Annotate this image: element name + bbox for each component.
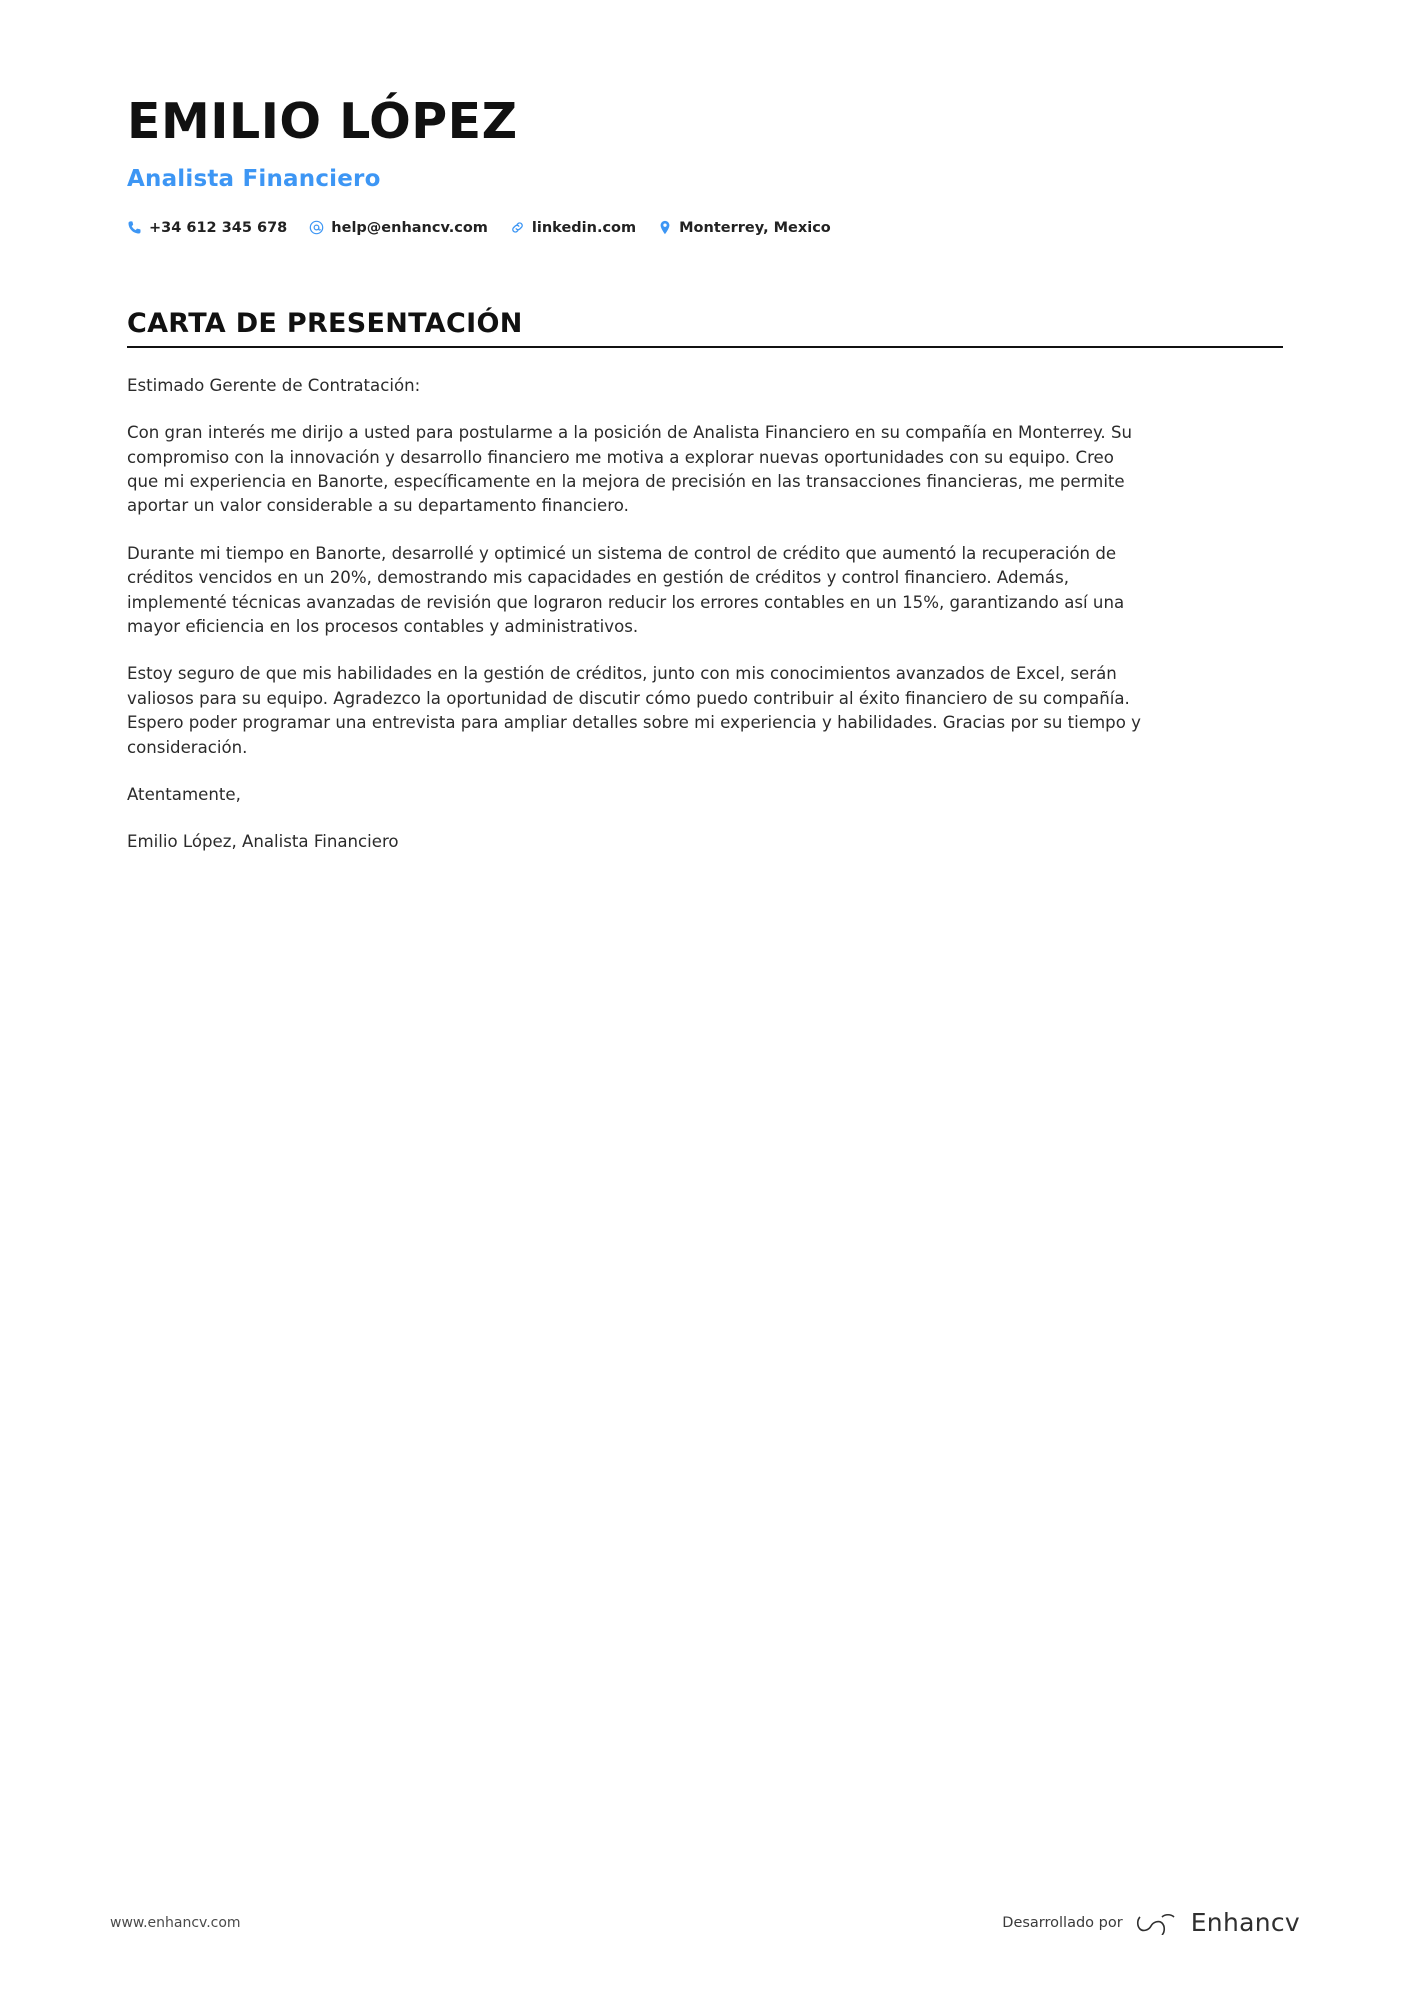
location-pin-icon: [658, 220, 672, 235]
cover-letter-body: [127, 374, 1149, 855]
letter-paragraph-2: Durante mi tiempo en Banorte, desarrollé y optimicé un sistema de control de crédito que aumentó la recuperación de créditos vencidos en un 20%, demostrando mis capacidades en gestión de créditos y control financiero. Además, implementé técnicas avanzadas de revisión que lograron reducir los errores contables en un 15%, garantizando así una mayor eficiencia en los procesos contables y administrativos.: [127, 543, 1125, 637]
letter-paragraph-3: Estoy seguro de que mis habilidades en la gestión de créditos, junto con mis conocimientos avanzados de Excel, serán valiosos para su equipo. Agradezco la oportunidad de discutir cómo puedo contribuir al éxito financiero de su compañía. Espero poder programar una entrevista para ampliar detalles sobre mi experiencia y habilidades. Gracias por su tiempo y consideración.: [127, 664, 1141, 757]
candidate-job-title: Analista Financiero: [127, 165, 381, 192]
contact-email-text: help@enhancv.com: [331, 219, 488, 236]
phone-icon: [127, 220, 142, 235]
document-footer: [0, 1908, 1410, 1937]
footer-powered-by-label: Desarrollado por: [1002, 1914, 1123, 1931]
contact-linkedin[interactable]: [510, 220, 636, 236]
enhancv-logo-icon: [1136, 1911, 1178, 1935]
footer-brand: [1002, 1908, 1300, 1937]
footer-brand-name: Enhancv: [1190, 1908, 1300, 1937]
footer-website-url[interactable]: www.enhancv.com: [110, 1914, 241, 1931]
contact-phone[interactable]: [127, 220, 287, 236]
email-icon: [309, 220, 324, 235]
section-heading-cover-letter: CARTA DE PRESENTACIÓN: [127, 307, 523, 339]
candidate-name: EMILIO LÓPEZ: [127, 93, 518, 150]
letter-salutation: Estimado Gerente de Contratación:: [127, 375, 421, 395]
contact-location: [658, 220, 831, 236]
contact-location-text: Monterrey, Mexico: [679, 219, 831, 236]
contact-email[interactable]: [309, 220, 488, 236]
section-divider: [127, 346, 1283, 348]
contact-phone-text: +34 612 345 678: [149, 219, 288, 236]
contact-row: [127, 220, 1283, 236]
letter-paragraph-1: Con gran interés me dirijo a usted para postularme a la posición de Analista Financiero en su compañía en Monterrey. Su compromiso con la innovación y desarrollo financiero me motiva a explorar nuevas oportunidades con su equipo. Creo que mi experiencia en Banorte, específicamente en la mejora de precisión en las transacciones financieras, me permite aportar un valor considerable a su departamento financiero.: [127, 423, 1133, 516]
contact-linkedin-text: linkedin.com: [531, 219, 637, 236]
document-header: [127, 0, 1283, 236]
link-icon: [510, 220, 525, 235]
letter-signature: Emilio López, Analista Financiero: [127, 832, 399, 852]
letter-closing: Atentamente,: [127, 784, 241, 804]
